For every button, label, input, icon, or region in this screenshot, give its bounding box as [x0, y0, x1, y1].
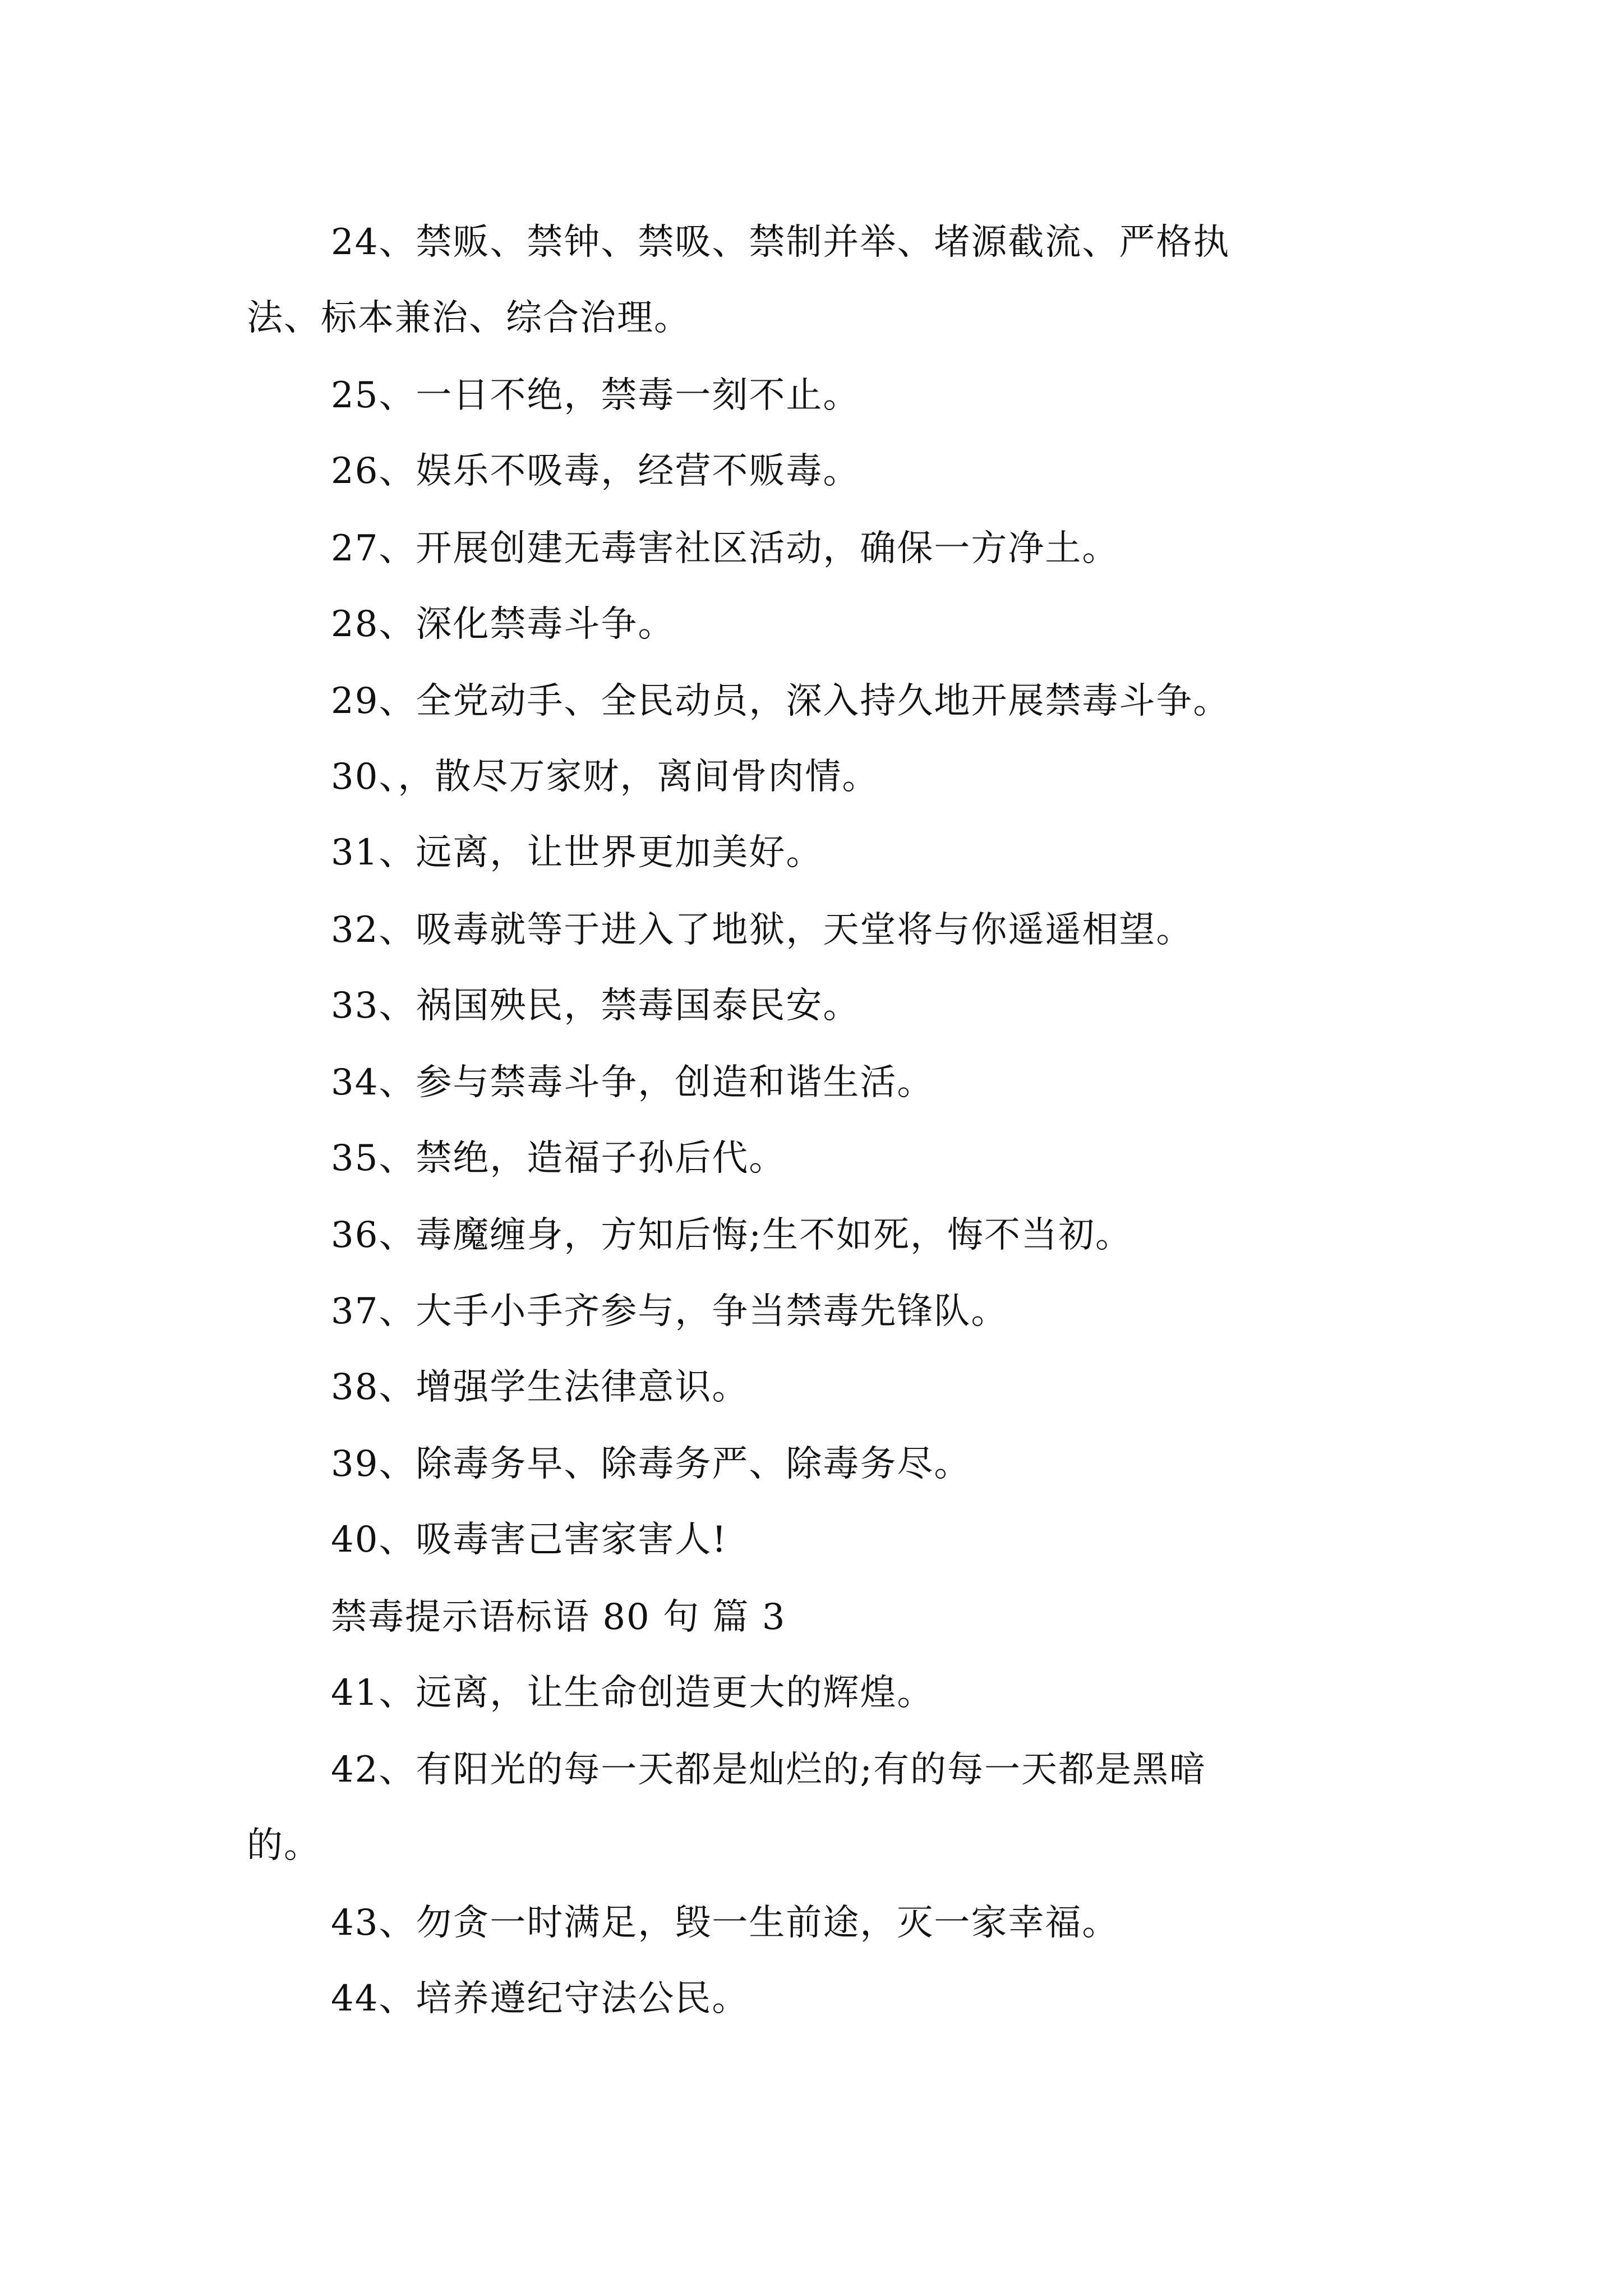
slogan-31: 31、远离，让世界更加美好。: [331, 832, 823, 873]
slogan-26: 26、娱乐不吸毒，经营不贩毒。: [331, 450, 860, 492]
slogan-34: 34、参与禁毒斗争，创造和谐生活。: [331, 1062, 934, 1103]
slogan-36: 36、毒魔缠身，方知后悔;生不如死，悔不当初。: [331, 1214, 1132, 1256]
slogan-44: 44、培养遵纪守法公民。: [331, 1978, 749, 2019]
slogan-40: 40、吸毒害己害家害人!: [331, 1519, 728, 1561]
slogan-25: 25、一日不绝，禁毒一刻不止。: [331, 375, 860, 416]
slogan-29: 29、全党动手、全民动员，深入持久地开展禁毒斗争。: [331, 680, 1230, 722]
slogan-27: 27、开展创建无毒害社区活动，确保一方净土。: [331, 528, 1119, 569]
section-heading: 禁毒提示语标语 80 句 篇 3: [331, 1596, 786, 1638]
slogan-30: 30、，散尽万家财，离间骨肉情。: [331, 756, 879, 798]
slogan-35: 35、禁绝，造福子孙后代。: [331, 1138, 786, 1179]
slogan-24-line-2: 法、标本兼治、综合治理。: [247, 297, 691, 339]
slogan-43: 43、勿贪一时满足，毁一生前途，灭一家幸福。: [331, 1902, 1119, 1944]
slogan-32: 32、吸毒就等于进入了地狱，天堂将与你遥遥相望。: [331, 909, 1193, 951]
slogan-42-line-1: 42、有阳光的每一天都是灿烂的;有的每一天都是黑暗: [331, 1749, 1206, 1791]
slogan-33: 33、祸国殃民，禁毒国泰民安。: [331, 985, 860, 1027]
slogan-24-line-1: 24、禁贩、禁钟、禁吸、禁制并举、堵源截流、严格执: [331, 222, 1230, 263]
slogan-39: 39、除毒务早、除毒务严、除毒务尽。: [331, 1443, 971, 1485]
slogan-42-line-2: 的。: [247, 1825, 321, 1866]
slogan-37: 37、大手小手齐参与，争当禁毒先锋队。: [331, 1291, 1008, 1332]
slogan-28: 28、深化禁毒斗争。: [331, 604, 675, 645]
slogan-38: 38、增强学生法律意识。: [331, 1366, 749, 1408]
slogan-41: 41、远离，让生命创造更大的辉煌。: [331, 1672, 934, 1714]
